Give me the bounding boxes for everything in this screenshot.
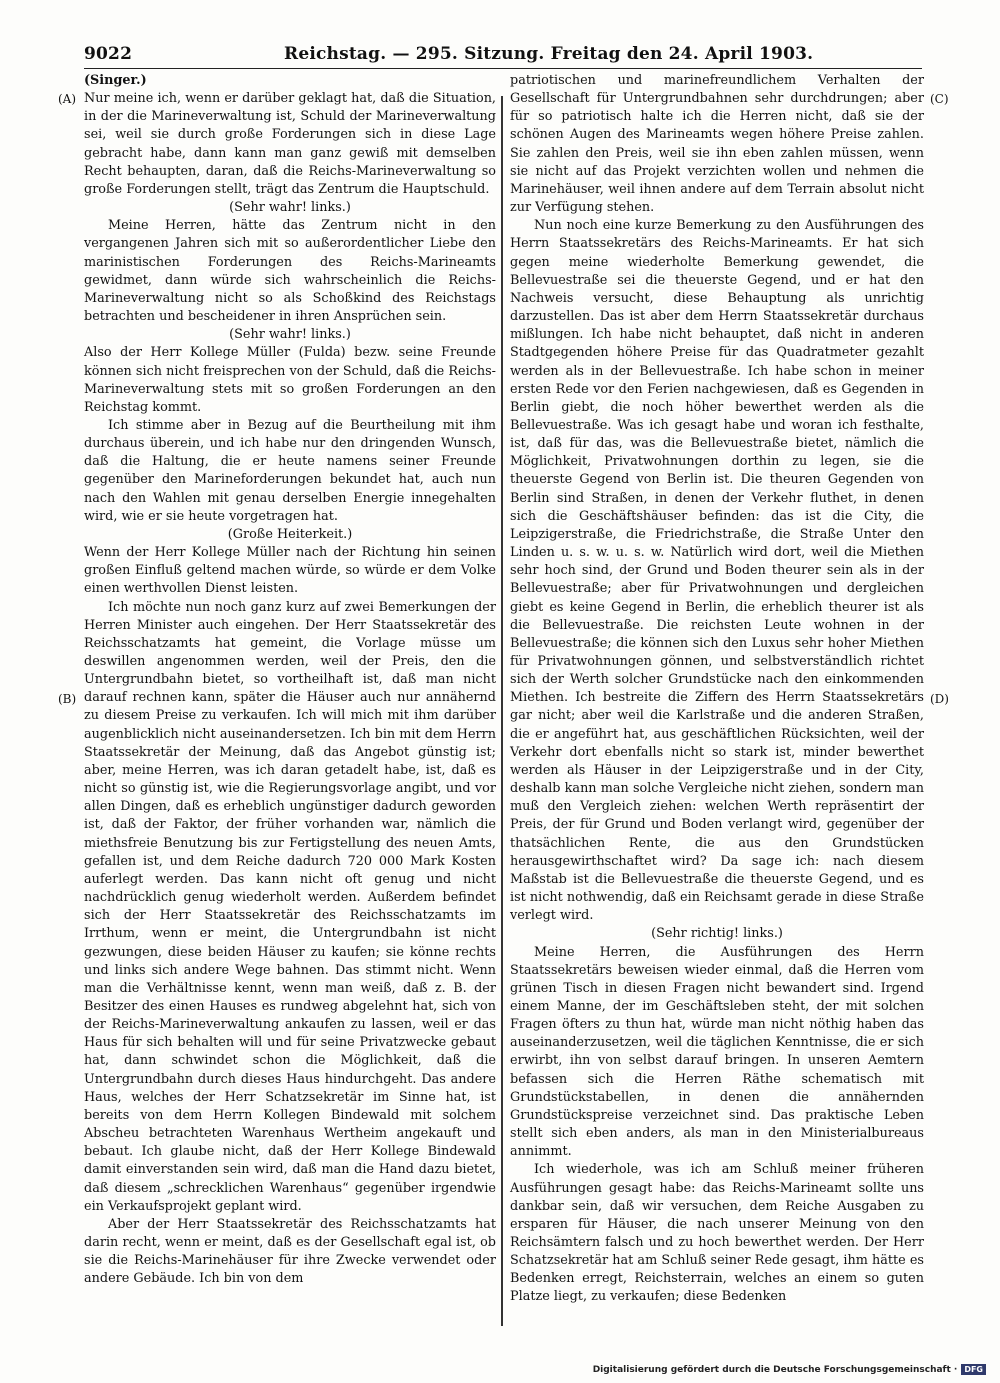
paragraph: patriotischen und marinefreundlichem Verhalten der Gesellschaft für Untergrundbahnen sehr durchdrungen; aber für so patriotisch halte ich die Herren nicht, daß sie der schönen Augen des Marineamts wegen höhere Preise zahlen. Sie zahlen den Preis, weil sie ihn eben zahlen müssen, wenn sie nicht auf das Projekt verzichten wollen und nehmen die Marinehäuser, weil ihnen andere auf dem Terrain absolut nicht zur Verfügung stehen.	[510, 73, 924, 216]
paragraph: Ich wiederhole, was ich am Schluß meiner früheren Ausführungen gesagt habe: das Reichs-Marineamt sollte uns dankbar sein, daß wir versuchen, dem Reiche Ausgaben zu ersparen für Häuser, die nach unserer Meinung von den Reichsämtern falsch und zu hoch bewerthet werden. Der Herr Schatzsekretär hat am Schluß seiner Rede gesagt, ihm hätte es Bedenken erregt, Reichsterrain, welches an einem so guten Platze liegt, zu verkaufen; diese Bedenken	[510, 1162, 924, 1305]
margin-mark-c: (C)	[930, 92, 949, 106]
paragraph: Ich stimme aber in Bezug auf die Beurtheilung mit ihm durchaus überein, und ich habe nur den dringenden Wunsch, daß die Haltung, die er heute namens seiner Freunde gegenüber den Marineforderungen bekundet hat, auch nun nach den Wahlen mit genau derselben Energie innegehalten wird, wie er sie heute vorgetragen hat.	[84, 417, 496, 524]
paragraph: Nun noch eine kurze Bemerkung zu den Ausführungen des Herrn Staatssekretärs des Reichs-Marineamts. Er hat sich gegen meine wiederholte Bemerkung gewendet, die Bellevuestraße sei die theuerste Gegend, und er hat den Nachweis versucht, diese Behauptung als unrichtig darzustellen. Das ist aber dem Herrn Staatssekretär durchaus mißlungen. Ich habe nicht behauptet, daß nicht in anderen Stadtgegenden höhere Preise für das Quadratmeter gezahlt werden als in der Bellevuestraße. Ich habe schon in meiner ersten Rede vor den Ferien nachgewiesen, daß es Gegenden in Berlin giebt, die noch höher bewerthet werden als die Bellevuestraße. Was ich gesagt habe und woran ich festhalte, ist, daß für das, was die Bellevuestraße bietet, nämlich die Möglichkeit, Privatwohnungen dorthin zu legen, sie die theuerste Gegend von Berlin ist. Die theuren Gegenden von Berlin sind Straßen, in denen der Verkehr fluthet, in denen sich die Geschäftshäuser befinden: das ist die City, die Leipzigerstraße, die Friedrichstraße, die Straße Unter den Linden u. s. w. u. s. w. Natürlich wird dort, weil die Miethen sehr hoch sind, der Grund und Boden theurer sein als in der Bellevuestraße; aber für Privatwohnungen und dergleichen giebt es keine Gegend in Berlin, die erheblich theurer ist als die Bellevuestraße. Die reichsten Leute wohnen in der Bellevuestraße; die können sich den Luxus sehr hoher Miethen für Privatwohnungen gönnen, und selbstverständlich richtet sich der Werth solcher Grundstücke nach den einkommenden Miethen. Ich bestreite die Ziffern des Herrn Staatssekretärs gar nicht; aber weil die Karlstraße und die anderen Straßen, die er angeführt hat, aus geschäftlichen Rücksichten, weil der Verkehr dort ebenfalls nicht so stark ist, minder bewerthet werden als Häuser in der Leipzigerstraße und in der City, deshalb kann man solche Vergleiche nicht ziehen, sondern man muß den Vergleich ziehen: welchen Werth repräsentirt der Preis, der für Grund und Boden verlangt wird, gegenüber der thatsächlichen Rente, die aus den Grundstücken herausgewirthschaftet wird? Da sage ich: nach diesem Maßstab ist die Bellevuestraße die theuerste Gegend, und es ist nicht nothwendig, daß ein Reichsamt gerade in diese Straße verlegt wird.	[510, 218, 924, 924]
paragraph: Ich möchte nun noch ganz kurz auf zwei Bemerkungen der Herren Minister auch eingehen. Der Herr Staatssekretär des Reichsschatzamts hat gemeint, die Vorlage müsse um deswillen angenommen werden, weil der Preis, den die Untergrundbahn bietet, so vortheilhaft ist, daß man nicht darauf rechnen kann, später die Häuser auch nur annähernd zu diesem Preise zu verkaufen. Ich will mich mit ihm darüber augenblicklich nicht auseinandersetzen. Ich bin mit dem Herrn Staatssekretär der Meinung, daß das Angebot günstig ist; aber, meine Herren, was ich daran getadelt habe, ist, daß es nicht so günstig ist, wie die Regierungsvorlage angibt, und vor allen Dingen, daß es erheblich ungünstiger dadurch geworden ist, daß der Faktor, der früher vorhanden war, nämlich die miethsfreie Benutzung bis zur Fertigstellung des neuen Amts, gefallen ist, und dem Reiche dadurch 720 000 Mark Kosten auferlegt werden. Das kann nicht oft genug und nicht nachdrücklich genug wiederholt werden. Außerdem befindet sich der Herr Staatssekretär des Reichsschatzamts im Irrthum, wenn er meint, die Untergrundbahn ist nicht gezwungen, diese beiden Häuser zu kaufen; sie könne rechts und links sich andere Wege bahnen. Das stimmt nicht. Wenn man die Verhältnisse kennt, wenn man weiß, daß z. B. der Besitzer des einen Hauses es rundweg abgelehnt hat, sich von der Reichs-Marineverwaltung ankaufen zu lassen, weil er das Haus für sich behalten will und für seine Privatzwecke gebaut hat, dann schwindet schon die Möglichkeit, daß die Untergrundbahn durch dieses Haus hindurchgeht. Das andere Haus, welches der Herr Schatzsekretär im Sinne hat, ist bereits von dem Herrn Kollegen Bindewald mit solchem Abscheu betrachteten Warenhaus Wertheim angekauft und bebaut. Ich glaube nicht, daß der Herr Kollege Bindewald damit einverstanden sein wird, daß man die Hand dazu bietet, daß diesem „schrecklichen Warenhaus“ gegenüber irgendwie ein Verkaufsprojekt geplant wird.	[84, 599, 496, 1214]
margin-mark-a: (A)	[58, 92, 77, 106]
paragraph: Aber der Herr Staatssekretär des Reichsschatzamts hat darin recht, wenn er meint, daß es der Gesellschaft egal ist, ob sie die Reichs-Marinehäuser für ihre Zwecke verwendet oder andere Gebäude. Ich bin von dem	[84, 1216, 496, 1287]
margin-mark-d: (D)	[930, 692, 949, 706]
paragraph: Also der Herr Kollege Müller (Fulda) bezw. seine Freunde können sich nicht freisprechen von der Schuld, daß die Reichs-Marineverwaltung stets mit so großen Forderungen an den Reichstag kommt.	[84, 345, 496, 415]
digitization-footer	[593, 1364, 986, 1375]
footer-text: Digitalisierung gefördert durch die Deutsche Forschungsgemeinschaft ·	[592, 1364, 958, 1375]
interjection: (Sehr richtig! links.)	[651, 926, 783, 942]
running-title: Reichstag. — 295. Sitzung. Freitag den 24. April 1903.	[284, 44, 814, 64]
paragraph: Wenn der Herr Kollege Müller nach der Richtung hin seinen großen Einfluß geltend machen würde, so würde er dem Volke einen werthvollen Dienst leisten.	[84, 545, 496, 597]
column-divider	[501, 96, 503, 1326]
dfg-logo: DFG	[961, 1364, 986, 1375]
page-header	[84, 42, 922, 69]
right-column	[510, 72, 924, 1307]
interjection: (Sehr wahr! links.)	[229, 327, 351, 343]
paragraph: Meine Herren, die Ausführungen des Herrn Staatssekretärs beweisen wieder einmal, daß die Herren vom grünen Tisch in diesen Fragen nicht bewandert sind. Irgend einem Manne, der im Geschäftsleben steht, der mit solchen Fragen öfters zu thun hat, würde man nicht nöthig haben das auseinanderzusetzen, weil die täglichen Kenntnisse, die er sich erwirbt, ihn von selbst darauf bringen. In unseren Aemtern befassen sich die Herren Räthe schematisch mit Grundstückstabellen, in denen die annähernden Grundstückspreise verzeichnet sind. Das praktische Leben stellt sich eben anders, als man in den Ministerialbureaus annimmt.	[510, 944, 924, 1160]
paragraph: Nur meine ich, wenn er darüber geklagt hat, daß die Situation, in der die Marineverwaltung ist, Schuld der Marineverwaltung sei, weil sie durch große Forderungen sich in diese Lage gebracht habe, dann kann man ganz gewiß mit demselben Recht behaupten, daran, daß die Reichs-Marineverwaltung so große Forderungen stellt, trägt das Zentrum die Hauptschuld.	[84, 91, 496, 197]
paragraph: Meine Herren, hätte das Zentrum nicht in den vergangenen Jahren sich mit so außerordentlicher Liebe den marinistischen Forderungen des Reichs-Marineamts gewidmet, dann würde sich wahrscheinlich die Reichs-Marineverwaltung nicht so als Schoßkind des Reichstags betrachten und bescheidener in ihren Ansprüchen sein.	[84, 218, 496, 325]
interjection: (Große Heiterkeit.)	[227, 526, 353, 542]
left-column	[84, 72, 496, 1288]
page-number: 9022	[84, 44, 133, 64]
margin-mark-b: (B)	[58, 692, 77, 706]
speaker-label: (Singer.)	[84, 73, 147, 88]
interjection: (Sehr wahr! links.)	[229, 200, 351, 216]
